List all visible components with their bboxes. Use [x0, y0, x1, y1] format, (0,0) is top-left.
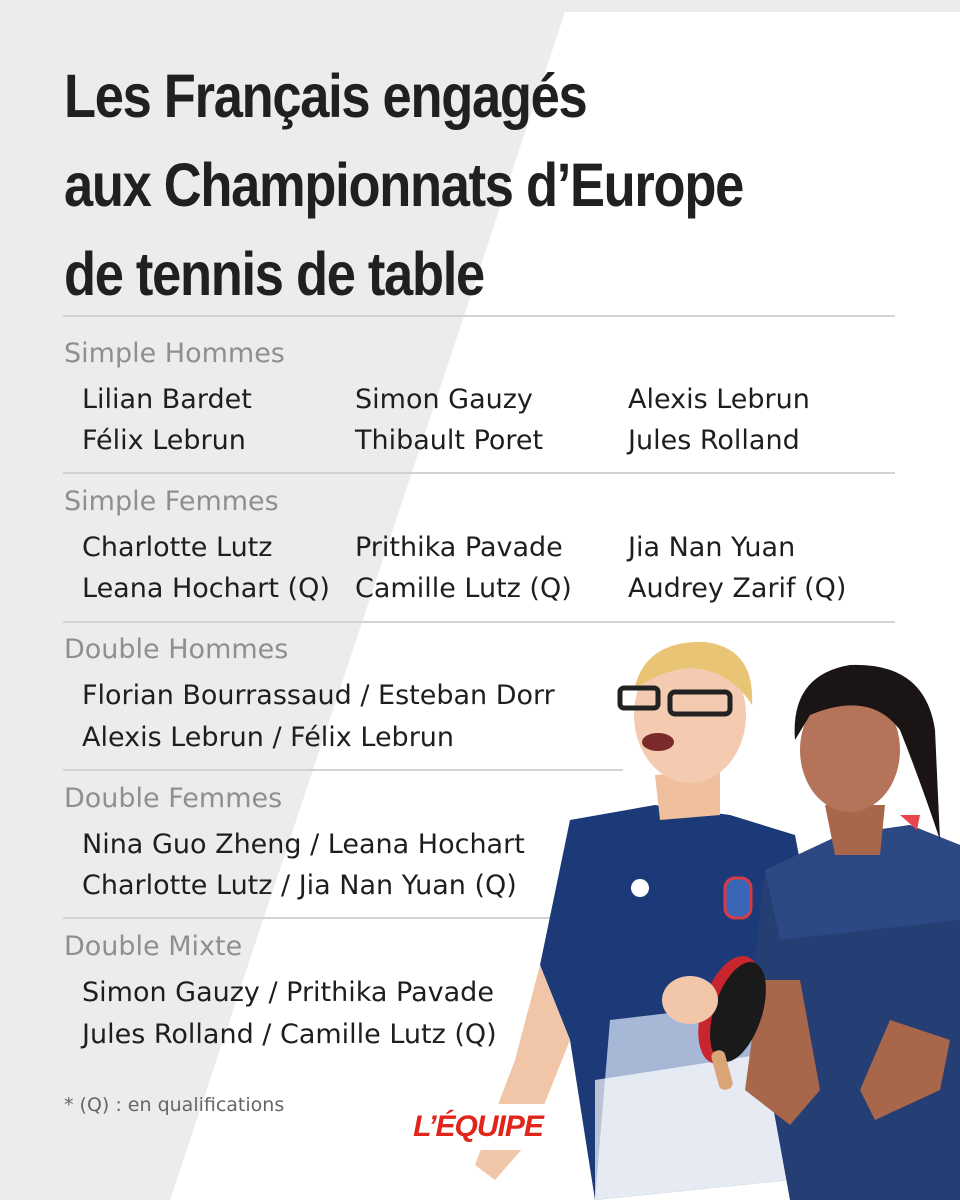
section-title-double-hommes: Double Hommes — [64, 634, 289, 665]
player-name: Camille Lutz (Q) — [355, 573, 572, 604]
player-name: Prithika Pavade — [355, 532, 563, 563]
title-line-3: de tennis de table — [64, 240, 484, 308]
section-title-simple-hommes: Simple Hommes — [64, 338, 285, 369]
section-title-double-mixte: Double Mixte — [64, 931, 243, 962]
lequipe-logo — [392, 1104, 564, 1150]
player-name: Leana Hochart (Q) — [82, 573, 330, 604]
player-name: Lilian Bardet — [82, 384, 252, 415]
player-name: Charlotte Lutz — [82, 532, 273, 563]
pair-name: Simon Gauzy / Prithika Pavade — [82, 977, 494, 1008]
title-line-1: Les Français engagés — [64, 62, 587, 130]
logo-text: L’ÉQUIPE — [413, 1110, 543, 1143]
divider — [63, 315, 895, 317]
pair-name: Charlotte Lutz / Jia Nan Yuan (Q) — [82, 870, 517, 901]
page-title — [64, 52, 804, 319]
pair-name: Florian Bourrassaud / Esteban Dorr — [82, 680, 555, 711]
player-name: Simon Gauzy — [355, 384, 533, 415]
player-name: Thibault Poret — [355, 425, 544, 456]
female-player-figure — [745, 665, 960, 1200]
player-name: Alexis Lebrun — [628, 384, 810, 415]
player-name: Jia Nan Yuan — [628, 532, 796, 563]
pair-name: Nina Guo Zheng / Leana Hochart — [82, 829, 525, 860]
player-name: Félix Lebrun — [82, 425, 246, 456]
player-name: Jules Rolland — [628, 425, 800, 456]
player-name: Audrey Zarif (Q) — [628, 573, 847, 604]
pair-name: Alexis Lebrun / Félix Lebrun — [82, 722, 455, 753]
divider — [63, 472, 895, 474]
footnote: * (Q) : en qualifications — [64, 1094, 285, 1116]
section-title-simple-femmes: Simple Femmes — [64, 486, 279, 517]
section-title-double-femmes: Double Femmes — [64, 783, 283, 814]
title-line-2: aux Championnats d’Europe — [64, 151, 743, 219]
pair-name: Jules Rolland / Camille Lutz (Q) — [82, 1019, 497, 1050]
